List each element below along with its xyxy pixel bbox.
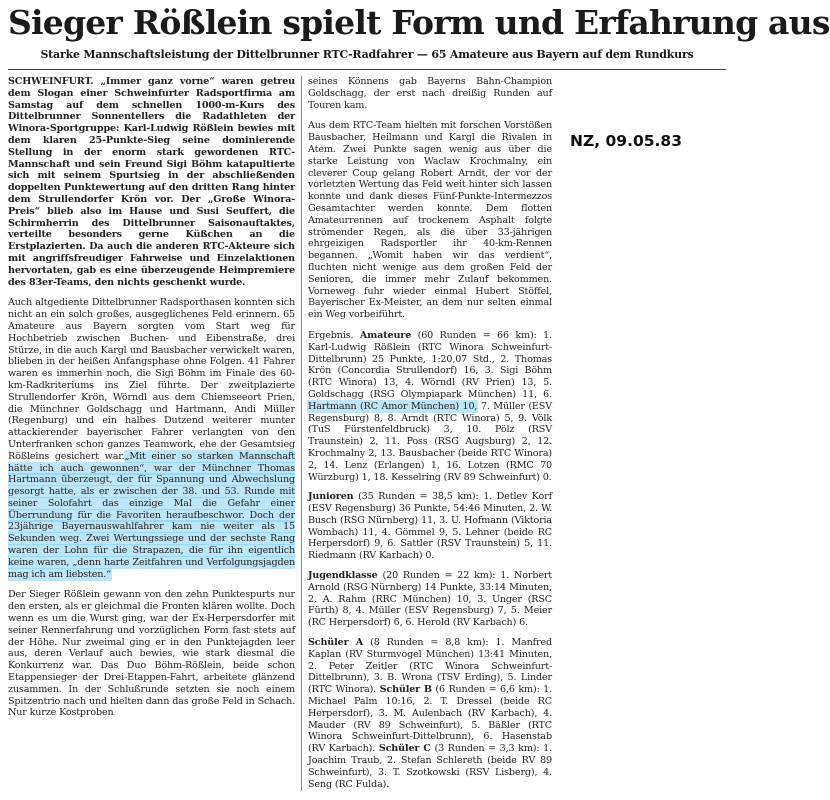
results-junioren	[308, 491, 552, 562]
results-schueler-b-label: Schüler B	[379, 684, 432, 696]
results-schueler-c-text: (3 Runden = 3,3 km): 1. Joachim Traub, 2. Stefan Schlereth (beide RV 89 Schweinfurt), 3. T. Szotkowski (RSV Lisberg), 4. Seng (RC Fulda).	[308, 743, 553, 790]
paragraph-field-text: Auch altgediente Dittelbrunner Radsporthasen konnten sich nicht an ein solch großes, ausgeglichenes Feld erinnern. 65 Amateure aus Bayern sorgten vom Start weg für Hochbetrieb zwischen Buchen- und Eibenstraße, drei Stürze, in die auch Kargl und Bausbacher verwickelt waren, blieben in der heißen Anfangsphase ohne Folgen. 41 Fahrer waren es immerhin noch, die Sigi Böhm im Finale des 60-km-Radkriteriums ins Ziel führte. Der zweitplazierte Strullendorfer Krön, Wörndl aus dem Chiemseeort Prien, die Münchner Goldschagg und Hartmann, Andi Müller (Regenburg) und ein halbes Dutzend weiterer munter attackierender bayerischer Fahrer verlangten von den Unterfranken schon ganzes Teamwork, ehe der Gesamtsieg Rößleins gesichert	[8, 297, 295, 462]
right-column	[308, 76, 552, 794]
header-rule	[8, 69, 726, 70]
results-amateure	[308, 330, 552, 483]
results-schueler-b-text: (6 Runden = 6,6 km): 1. Michael Palm 10:16, 2. T. Dressel (beide RC Herpersdorf), 3. M. Aulenbach (RV Karbach), 4. Mauder (RV 89 Schweinfurt), 5. Bäßler (RTC Winora Schweinfurt-Dittelbrunn), 6. Hasenstab (RV Karbach).	[308, 684, 553, 755]
paragraph-goldschagg	[308, 76, 552, 111]
column-divider	[301, 76, 302, 791]
results-jugend-text: (20 Runden = 22 km): 1. Norbert Arnold (RSG Nürnberg) 14 Punkte, 33:14 Minuten, 2. A. Rahm (RRC München) 10, 3. Unger (RSC Fürth) 8, 4. Müller (ESV Regensburg) 7, 5. Meier (RC Herpersdorf) 6, 6. Herold (RV Karbach) 6.	[308, 570, 552, 629]
results-amateure-rest: 7. Müller (ESV Regensburg) 8, 8. Arndt (RTC Winora) 5, 9. Völk (TuS Fürstenfeldbruck) 3, 10. Pölz (RSV Traunstein) 2, 11. Poss (RSG Augsburg) 2, 12. Krochmalny 2, 13. Bausbacher (beide RTC Winora) 2, 14. Lenz (Erlangen) 1, 16. Lotzen (RMC 70 Würzburg) 1, 18. Kesselring (RV 89 Schweinfurt) 0.	[308, 400, 552, 483]
results-junioren-text: (35 Runden = 38,5 km): 1. Detlev Korf (ESV Regensburg) 36 Punkte, 54:46 Minuten, 2. W. Busch (RSG Nürnberg) 11, 3. U. Hofmann (Viktoria Wombach) 11, 4. Gömmel 9, 5. Lehner (beide RC Herpersdorf) 9, 6. Sattler (RSV Traunstein) 5, 11. Riedmann (RV Karbach) 0.	[308, 491, 552, 562]
results-jugend	[308, 570, 552, 629]
left-column	[8, 76, 295, 794]
results-schueler-a-label: Schüler A	[308, 637, 364, 649]
results-schueler-a-text: (8 Runden = 8,8 km): 1. Manfred Kaplan (RV Sturmvogel München) 13:41 Minuten, 2. Peter Zeitler (RTC Winora Schweinfurt-Dittelbrunn), 3. B. Wrona (TSV Erding), 5. Linder (RTC Winora).	[308, 637, 552, 696]
intro-paragraph	[8, 76, 295, 288]
headline: Sieger Rößlein spielt Form und Erfahrung aus	[8, 3, 830, 42]
results-schueler-c-label: Schüler C	[378, 743, 431, 755]
paragraph-winner-text: Der Sieger Rößlein gewann von den zehn Punktespurts nur den ersten, als er gleichmal die Fronten klären wollte. Doch wenn es um die Wurst ging, war der Ex-Herpersdorfer mit seiner Rennerfahrung und vorzüglichen Form fast stets auf der Höhe. Nur zweimal ging er in den Punktejagden leer aus, deren Verlauf auch bewies, wie stark diesmal die Konkurrenz war. Das Duo Böhm-Rößlein, beide schon Etappensieger der Drei-Etappen-Fahrt, arbeitete glänzend zusammen. In der Schlußrunde setzten sie noch einem Spitzentrio nach und hielten dann das große Feld in Schach. Nur kurze Kostproben	[8, 589, 295, 719]
paragraph-goldschagg-text: seines Könnens gab Bayerns Bahn-Champion Goldschagg, der erst nach dreißig Runden auf Touren kam.	[308, 76, 552, 111]
results-junioren-label: Junioren	[308, 491, 354, 503]
paragraph-field	[8, 297, 295, 580]
results-jugend-label: Jugendklasse	[308, 570, 378, 582]
results-amateure-text: (60 Runden = 66 km): 1. Karl-Ludwig Rößlein (RTC Winora Schweinfurt-Dittelbrunn) 25 Punkte, 1:20,07 Std., 2. Thomas Krön (Concordia Strullendorf) 16, 3. Sigi Böhm (RTC Winora) 13, 4. Wörndl (RV Prien) 13, 5. Goldschagg (RSG Olympiapark München) 11, 6.	[308, 329, 552, 400]
source-stamp: NZ, 09.05.83	[570, 132, 682, 150]
highlighted-quote: „Mit einer so starken Mannschaft hätte ich auch gewonnen“, war der Münchner Thomas Hartmann überzeugt, der für Spannung und Abwechslung gesorgt hatte, als er zwischen der 38. und 53. Runde mit seiner Solofahrt das einzige Mal die Gefahr einer Überrundung für die Favoriten heraufbeschwor. Doch der 23jährige Bayernauswahlfahrer kam nie weiter als 15 Sekunden weg. Zwei Wertungssiege und der sechste Rang waren der Lohn für die Strapazen, die für ihn eigentlich keine waren, „denn harte Zeitfahren und Verfolgungsjagden mag ich am liebsten.“	[8, 450, 296, 580]
paragraph-rtc-team	[308, 120, 552, 321]
results-intro: Ergebnis.	[308, 329, 354, 341]
paragraph-winner	[8, 589, 295, 719]
paragraph-rtc-team-text: Aus dem RTC-Team hielten mit forschen Vorstößen Bausbacher, Heilmann und Kargl die Rivalen in Atem. Zwei Punkte sagen wenig aus über die starke Leistung von Waclaw Krochmalny, ein cleverer Coup gelang Robert Arndt, der vor der vorletzten Wertung das Feld weit hinter sich lassen konnte und dank dieses Fünf-Punkte-Intermezzos Gesamtachter werden konnte. Dem flotten Amateurrennen auf trockenem Asphalt folgte strömender Regen, als die über 33-jährigen ehrgeizigen Radsportler ihr 40-km-Rennen begannen. „Womit haben wir das verdient“, fluchten nicht wenige aus dem großen Feld der Senioren, die immer mehr Zulauf bekommen. Vorneweg fuhr wieder einmal Hubert Stöffel, Bayerischer Ex-Meister, an dem nur selten einmal ein Weg vorbeiführt.	[308, 120, 552, 321]
results-amateure-label: Amateure	[359, 329, 412, 341]
subheadline: Starke Mannschaftsleistung der Dittelbrunner RTC-Radfahrer — 65 Amateure aus Bayern auf dem Rundkurs	[40, 48, 694, 61]
paragraph-field-tail: war.	[104, 450, 125, 462]
results-block	[308, 330, 552, 790]
highlighted-result: Hartmann (RC Amor München) 10,	[308, 400, 478, 412]
results-schueler	[308, 637, 552, 790]
intro-bold-text: SCHWEINFURT. „Immer ganz vorne“ waren getreu dem Slogan einer Schweinfurter Radsportfirma am Samstag auf dem schnellen 1000-m-Kurs des Dittelbrunner Sonnentellers die Radathleten der Winora-Sportgruppe: Karl-Ludwig Rößlein bewies mit dem klaren 25-Punkte-Sieg seine dominierende Stellung in der enorm stark gewordenen RTC-Mannschaft und sein Freund Sigi Böhm katapultierte sich mit seinem Spurtsieg in der abschließenden doppelten Punktewertung auf den dritten Rang hinter dem Strullendorfer Krön vor. Der „Große Winora-Preis“ blieb also im Hause und Susi Seuffert, die Schirmherrin des Dittelbrunner Saisonauftaktes, verteilte besonders gerne Küßchen an die Erstplazierten. Da auch die anderen RTC-Akteure sich mit angriffsfreudiger Fahrweise und Einzelaktionen hervortaten, gab es eine überzeugende Heimpremiere des 83er-Teams, den nichts geschenkt wurde.	[8, 76, 295, 288]
